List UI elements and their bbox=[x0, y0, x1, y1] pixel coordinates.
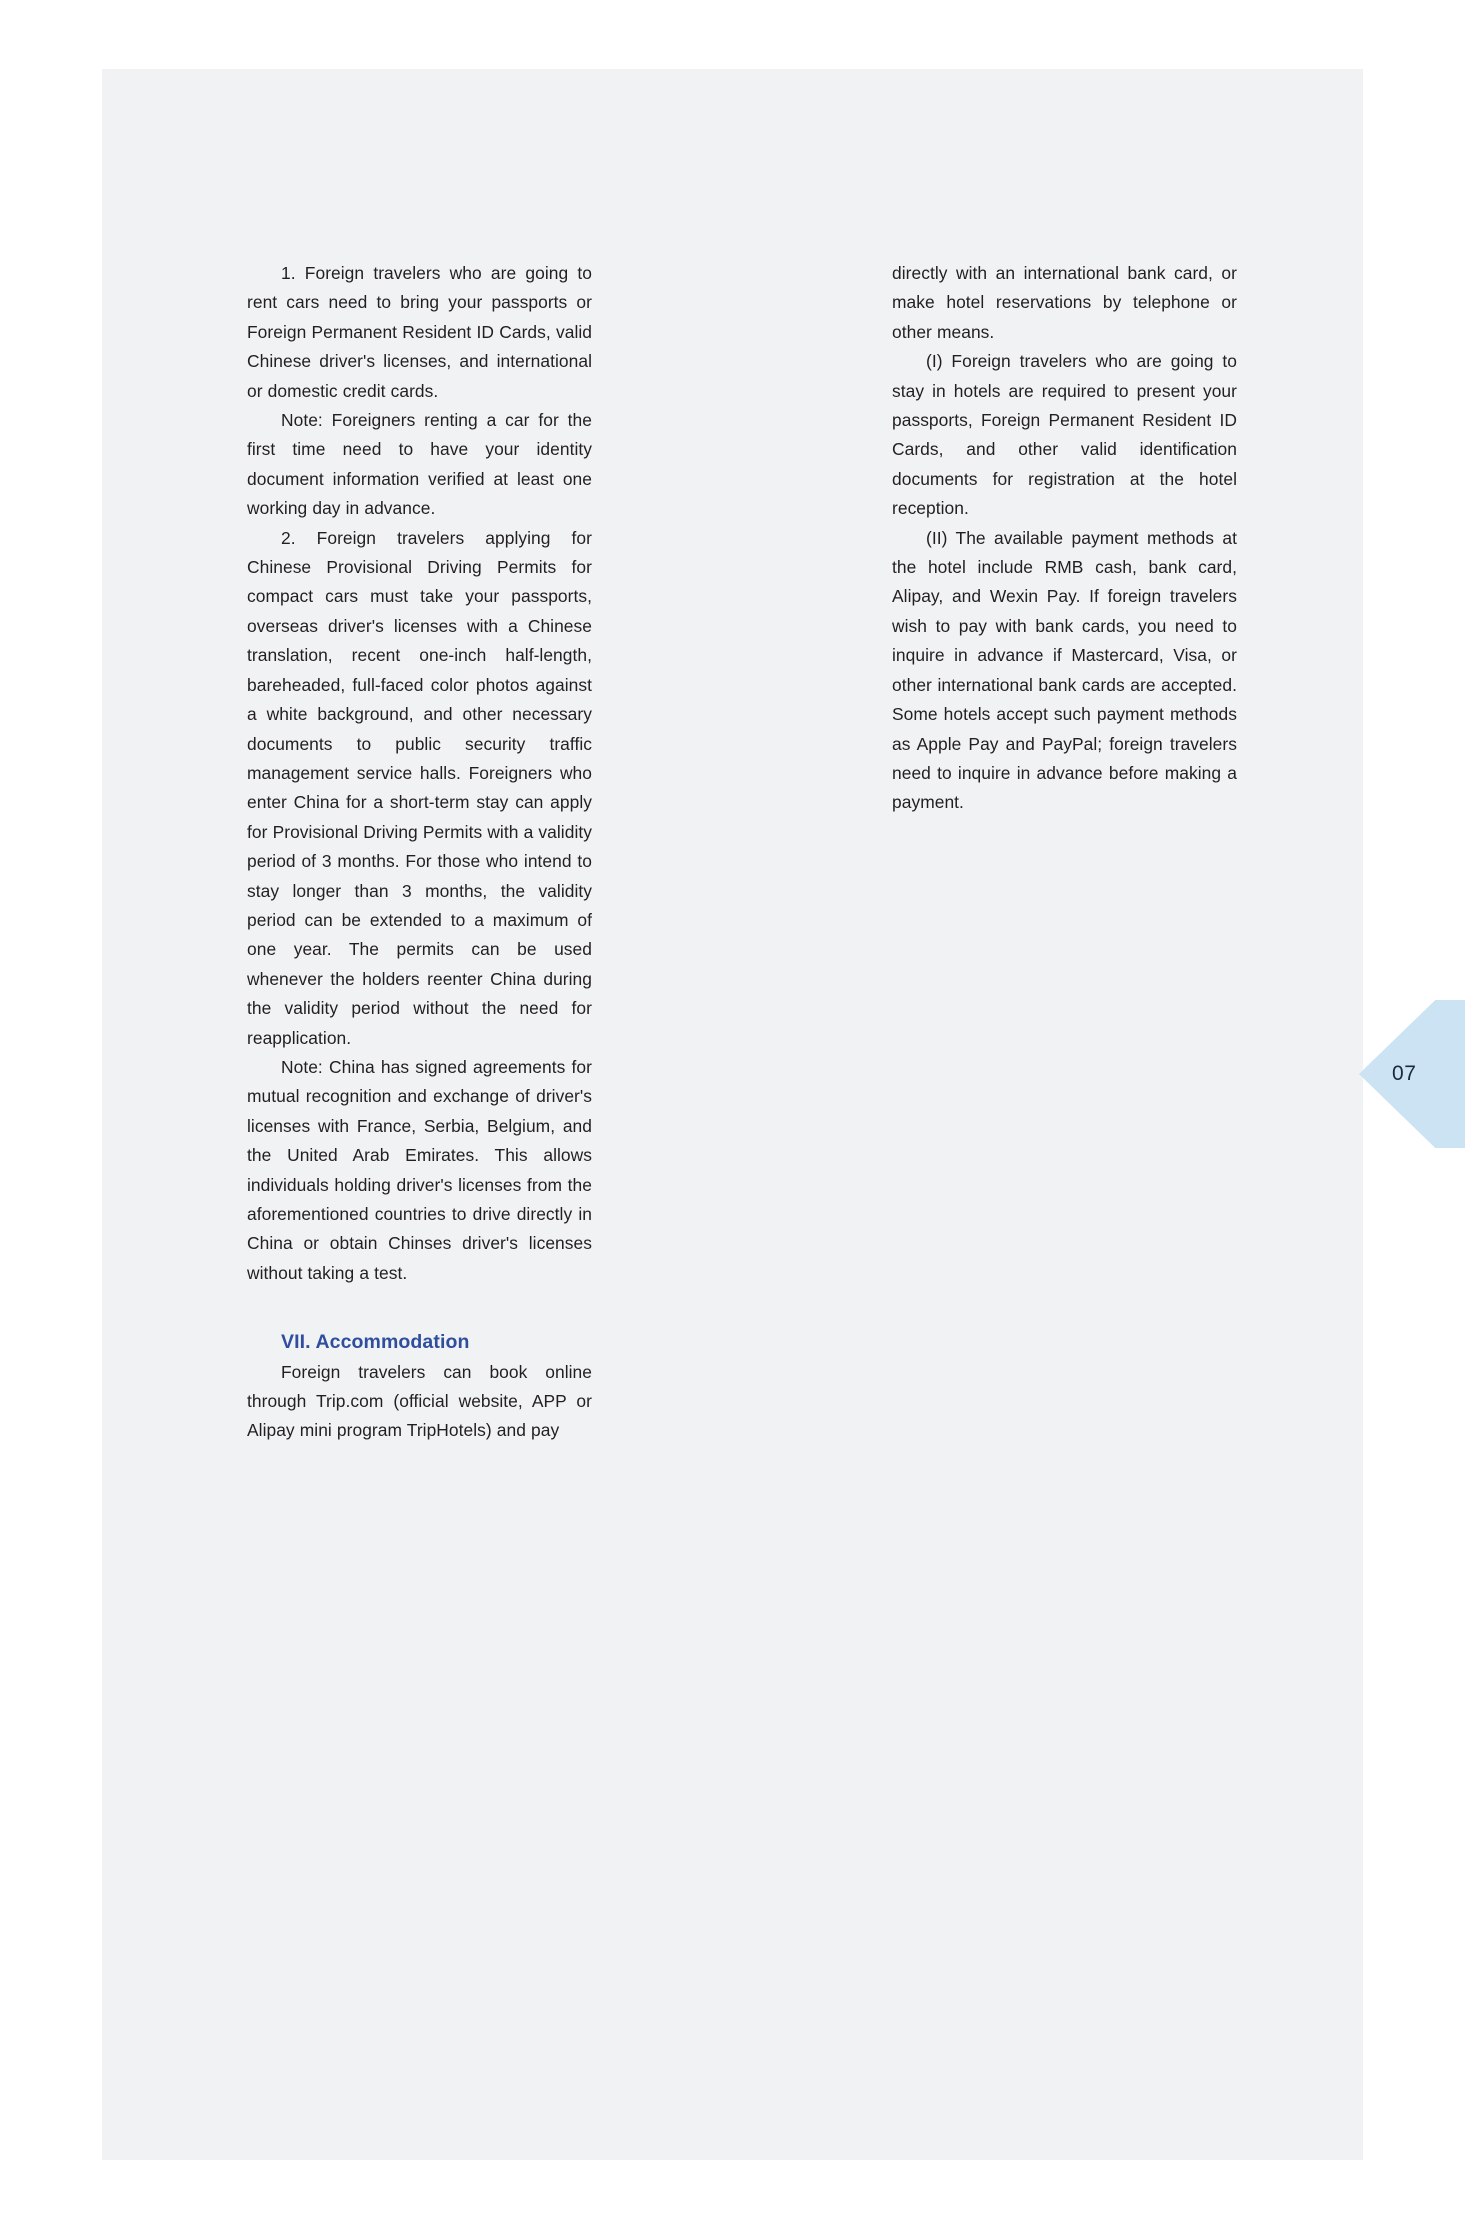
paragraph-note-license-agreements: Note: China has signed agreements for mutual recognition and exchange of driver's licenses with France, Serbia, Belgium, and the United Arab Emirates. This allows individuals holding driver's licenses from the aforementioned countries to drive directly in China or obtain Chinses driver's licenses without taking a test. bbox=[247, 1056, 592, 1283]
paragraph-booking-continuation: directly with an international bank card, or make hotel reservations by telephone or other means. bbox=[892, 263, 1237, 342]
text-column-left bbox=[247, 259, 592, 1446]
page-sheet bbox=[102, 69, 1363, 2160]
paragraph-note-first-time-rental: Note: Foreigners renting a car for the first time need to have your identity document information verified at least one working day in advance. bbox=[247, 410, 592, 519]
paragraph-car-rental-requirements: 1. Foreign travelers who are going to rent cars need to bring your passports or Foreign Permanent Resident ID Cards, valid Chinese driver's licenses, and international or domestic credit cards. bbox=[247, 263, 592, 401]
paragraph-provisional-driving-permit: 2. Foreign travelers applying for Chinese Provisional Driving Permits for compact cars must take your passports, overseas driver's licenses with a Chinese translation, recent one-inch half-length, bareheaded, full-faced color photos against a white background, and other necessary documents to public security traffic management service halls. Foreigners who enter China for a short-term stay can apply for Provisional Driving Permits with a validity period of 3 months. For those who intend to stay longer than 3 months, the validity period can be extended to a maximum of one year. The permits can be used whenever the holders reenter China during the validity period without the need for reapplication. bbox=[247, 527, 592, 1048]
paragraph-hotel-payment-methods: (II) The available payment methods at the hotel include RMB cash, bank card, Alipay, and Wexin Pay. If foreign travelers wish to pay with bank cards, you need to inquire in advance if Mastercard, Visa, or other international bank cards are accepted. Some hotels accept such payment methods as Apple Pay and PayPal; foreign travelers need to inquire in advance before making a payment. bbox=[892, 527, 1237, 813]
text-column-right bbox=[892, 259, 1237, 818]
paragraph-accommodation-booking: Foreign travelers can book online through Trip.com (official website, APP or Alipay mini program TripHotels) and pay bbox=[247, 1361, 592, 1441]
page-number-label: 07 bbox=[1392, 1062, 1417, 1085]
section-heading-accommodation: VII. Accommodation bbox=[281, 1331, 470, 1354]
paragraph-hotel-registration-documents: (I) Foreign travelers who are going to stay in hotels are required to present your passports, Foreign Permanent Resident ID Cards, and other valid identification documents for registration at the hotel reception. bbox=[892, 351, 1237, 519]
document-body bbox=[247, 259, 1390, 1659]
page-number-flag bbox=[1359, 1000, 1465, 1148]
heading-spacer bbox=[247, 1288, 592, 1328]
